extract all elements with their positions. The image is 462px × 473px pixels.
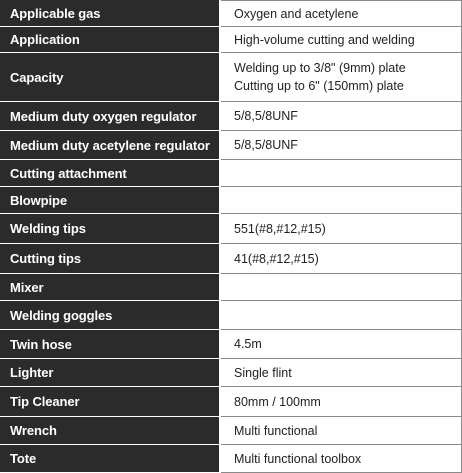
spec-value bbox=[221, 27, 462, 53]
spec-label: Medium duty oxygen regulator bbox=[0, 102, 219, 131]
spec-row-welding-tips bbox=[0, 214, 462, 244]
spec-value bbox=[221, 53, 462, 102]
spec-value bbox=[221, 102, 462, 131]
spec-label: Cutting attachment bbox=[0, 160, 219, 187]
spec-row-tote bbox=[0, 445, 462, 473]
spec-label: Medium duty acetylene regulator bbox=[0, 131, 219, 160]
spec-row-oxygen-regulator bbox=[0, 102, 462, 131]
spec-row-welding-goggles bbox=[0, 301, 462, 330]
spec-row-application bbox=[0, 27, 462, 53]
spec-row-acetylene-regulator bbox=[0, 131, 462, 160]
spec-value-line: 4.5m bbox=[234, 337, 262, 351]
spec-label: Cutting tips bbox=[0, 244, 219, 274]
spec-row-cutting-tips bbox=[0, 244, 462, 274]
spec-label: Welding goggles bbox=[0, 301, 219, 330]
spec-row-tip-cleaner bbox=[0, 387, 462, 417]
spec-value-line: 5/8,5/8UNF bbox=[234, 138, 298, 152]
spec-row-wrench bbox=[0, 417, 462, 445]
spec-label: Tip Cleaner bbox=[0, 387, 219, 417]
spec-value-line: Single flint bbox=[234, 365, 292, 380]
spec-value bbox=[221, 330, 462, 359]
spec-value bbox=[221, 359, 462, 387]
spec-value-line: Multi functional bbox=[234, 423, 318, 438]
spec-label: Capacity bbox=[0, 53, 219, 102]
spec-value-line: 80mm / 100mm bbox=[234, 394, 321, 409]
spec-label: Applicable gas bbox=[0, 0, 219, 27]
spec-value-line: Multi functional toolbox bbox=[234, 451, 362, 466]
spec-value-line: Welding up to 3/8" (9mm) plate bbox=[234, 61, 406, 75]
spec-value bbox=[221, 301, 462, 330]
spec-row-lighter bbox=[0, 359, 462, 387]
spec-row-twin-hose bbox=[0, 330, 462, 359]
spec-value bbox=[221, 131, 462, 160]
spec-label: Mixer bbox=[0, 274, 219, 301]
spec-value-line: Cutting up to 6" (150mm) plate bbox=[234, 79, 404, 93]
spec-value bbox=[221, 445, 462, 473]
spec-label: Blowpipe bbox=[0, 187, 219, 214]
spec-value-line: High-volume cutting and welding bbox=[234, 32, 415, 47]
spec-label: Lighter bbox=[0, 359, 219, 387]
spec-value bbox=[221, 0, 462, 27]
spec-value bbox=[221, 244, 462, 274]
spec-row-cutting-attachment bbox=[0, 160, 462, 187]
spec-value bbox=[221, 274, 462, 301]
spec-value bbox=[221, 387, 462, 417]
spec-label: Application bbox=[0, 27, 219, 53]
spec-value-line: 41(#8,#12,#15) bbox=[234, 251, 319, 266]
spec-row-applicable-gas bbox=[0, 0, 462, 27]
spec-value-line: 551(#8,#12,#15) bbox=[234, 221, 326, 236]
spec-value bbox=[221, 160, 462, 187]
spec-label: Tote bbox=[0, 445, 219, 473]
spec-value-line: Oxygen and acetylene bbox=[234, 6, 359, 21]
spec-row-blowpipe bbox=[0, 187, 462, 214]
spec-row-mixer bbox=[0, 274, 462, 301]
spec-value bbox=[221, 214, 462, 244]
spec-value-line: 5/8,5/8UNF bbox=[234, 109, 298, 123]
spec-label: Welding tips bbox=[0, 214, 219, 244]
spec-label: Wrench bbox=[0, 417, 219, 445]
spec-value bbox=[221, 417, 462, 445]
spec-row-capacity bbox=[0, 53, 462, 102]
spec-label: Twin hose bbox=[0, 330, 219, 359]
spec-value bbox=[221, 187, 462, 214]
